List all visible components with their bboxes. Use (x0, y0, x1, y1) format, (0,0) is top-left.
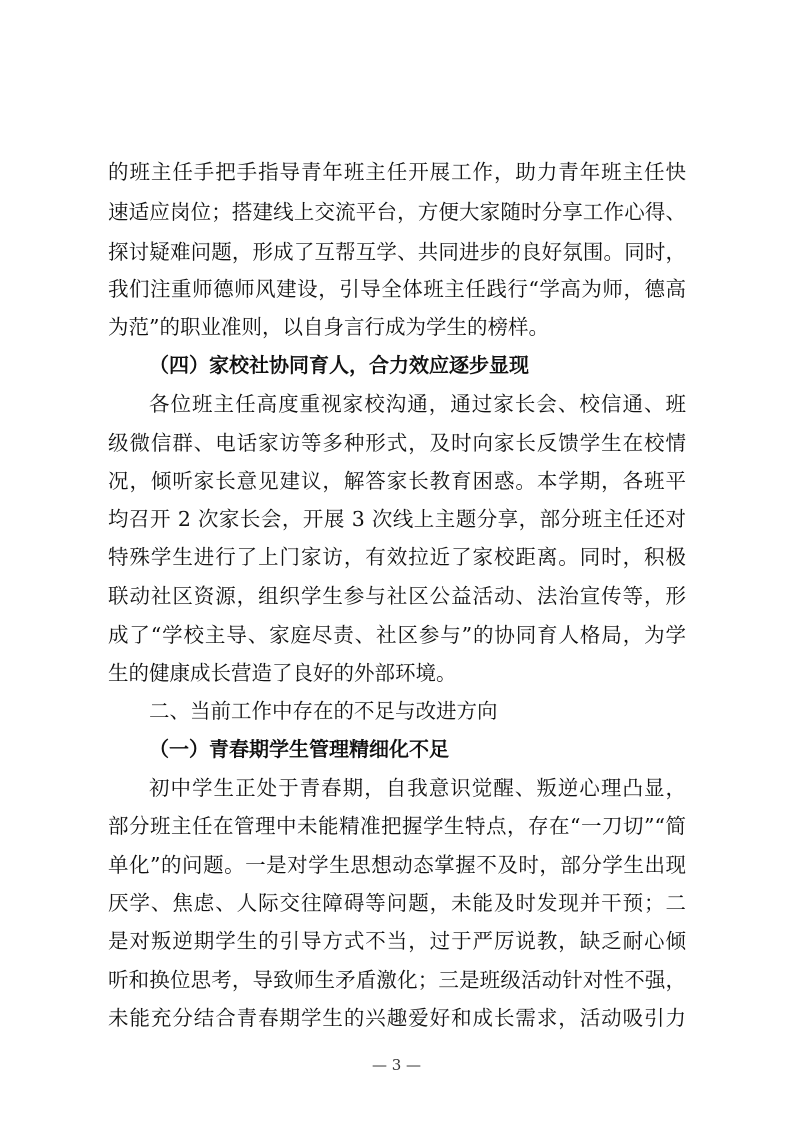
paragraph-line: 生的健康成长营造了良好的外部环境。 (108, 661, 457, 685)
subsection-heading-1: （一）青春期学生管理精细化不足 (149, 737, 449, 761)
paragraph-line: 单化”的问题。一是对学生思想动态掌握不及时，部分学生出现 (108, 853, 686, 877)
paragraph-line: 联动社区资源，组织学生参与社区公益活动、法治宣传等，形 (108, 584, 686, 608)
paragraph-line: 探讨疑难问题，形成了互帮互学、共同进步的良好氛围。同时， (108, 240, 686, 264)
paragraph-line: 各位班主任高度重视家校沟通，通过家长会、校信通、班 (149, 392, 686, 416)
paragraph-line: 的班主任手把手指导青年班主任开展工作，助力青年班主任快 (108, 160, 686, 184)
paragraph-line: 均召开 2 次家长会，开展 3 次线上主题分享，部分班主任还对 (108, 507, 686, 531)
paragraph-line: 是对叛逆期学生的引导方式不当，过于严厉说教，缺乏耐心倾 (108, 929, 686, 953)
paragraph-line: 级微信群、电话家访等多种形式，及时向家长反馈学生在校情 (108, 431, 686, 455)
page-number: — 3 — (371, 1056, 422, 1074)
paragraph-line: 听和换位思考，导致师生矛盾激化；三是班级活动针对性不强， (108, 968, 686, 992)
paragraph-line: 部分班主任在管理中未能精准把握学生特点，存在“一刀切”“简 (108, 814, 686, 838)
paragraph-line: 未能充分结合青春期学生的兴趣爱好和成长需求，活动吸引力 (108, 1006, 686, 1030)
paragraph-line: 况，倾听家长意见建议，解答家长教育困惑。本学期，各班平 (108, 469, 686, 493)
section-heading-4: （四）家校社协同育人，合力效应逐步显现 (149, 353, 529, 377)
paragraph-line: 成了“学校主导、家庭尽责、社区参与”的协同育人格局，为学 (108, 623, 686, 647)
paragraph-line: 初中学生正处于青春期，自我意识觉醒、叛逆心理凸显， (149, 776, 686, 800)
paragraph-line: 速适应岗位；搭建线上交流平台，方便大家随时分享工作心得、 (108, 200, 686, 224)
paragraph-line: 厌学、焦虑、人际交往障碍等问题，未能及时发现并干预；二 (108, 891, 686, 915)
section-heading-2: 二、当前工作中存在的不足与改进方向 (149, 699, 498, 723)
paragraph-line: 特殊学生进行了上门家访，有效拉近了家校距离。同时，积极 (108, 545, 686, 569)
paragraph-line: 为范”的职业准则，以自身言行成为学生的榜样。 (108, 315, 549, 339)
paragraph-line: 我们注重师德师风建设，引导全体班主任践行“学高为师，德高 (108, 277, 686, 301)
